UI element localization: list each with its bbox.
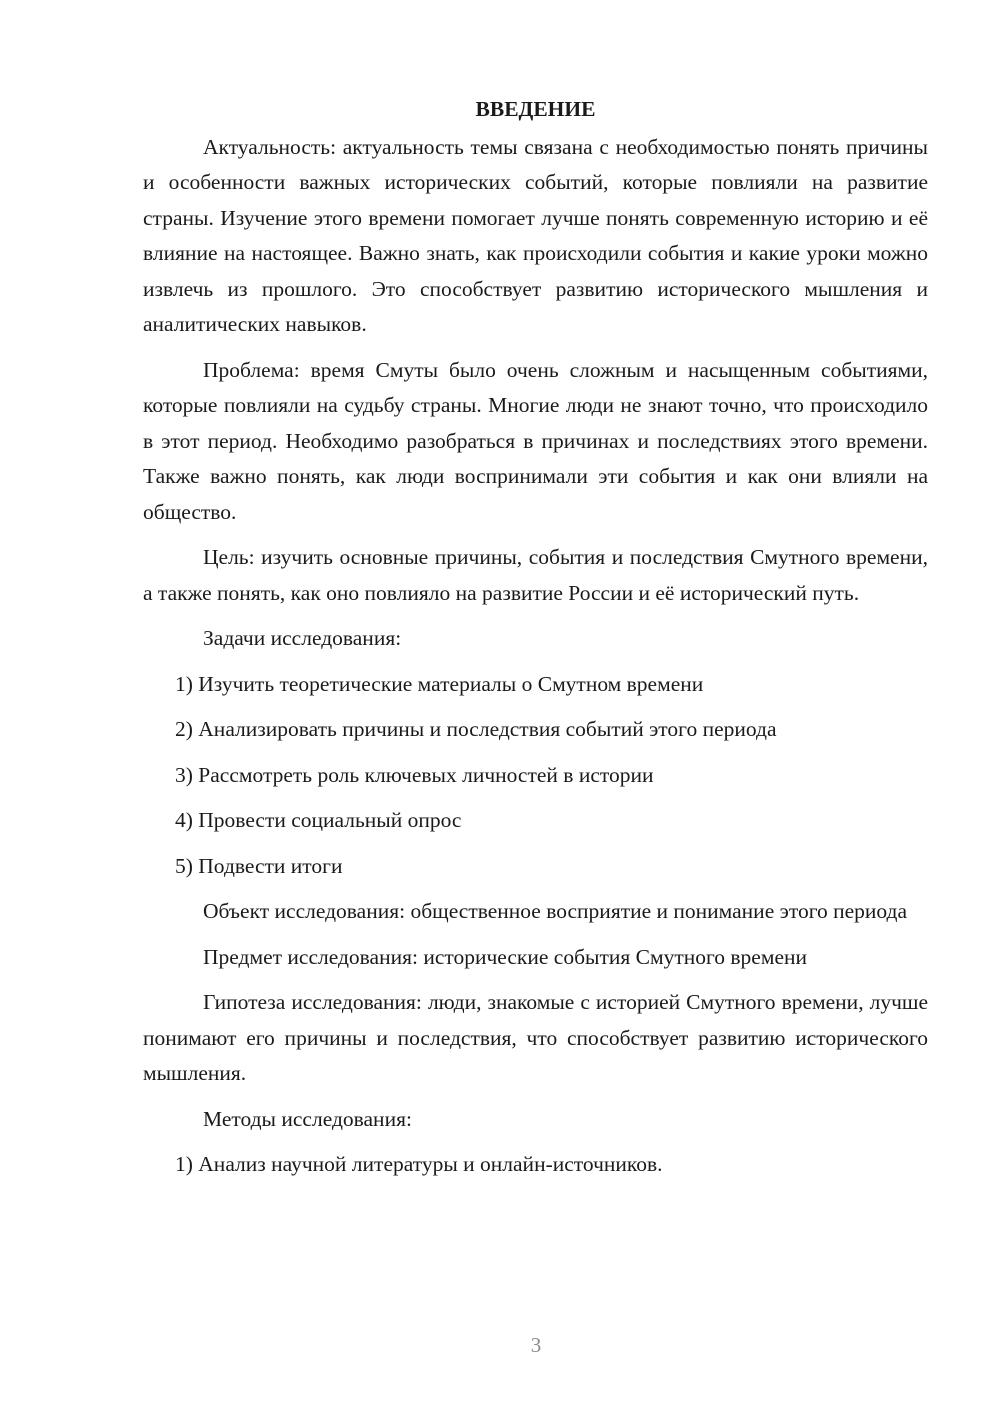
methods-heading: Методы исследования: xyxy=(203,1106,412,1131)
task-item-1: 1) Изучить теоретические материалы о Смутном времени xyxy=(175,671,704,696)
paragraph-hypothesis: Гипотеза исследования: люди, знакомые с историей Смутного времени, лучше понимают его причины и последствия, что способствует развитию исторического мышления. xyxy=(143,990,928,1085)
task-item-3: 3) Рассмотреть роль ключевых личностей в истории xyxy=(175,762,654,787)
paragraph-subject: Предмет исследования: исторические события Смутного времени xyxy=(203,944,807,969)
paragraph-object: Объект исследования: общественное восприятие и понимание этого периода xyxy=(203,899,908,923)
method-item-1: 1) Анализ научной литературы и онлайн-источников. xyxy=(175,1152,663,1176)
paragraph-goal: Цель: изучить основные причины, события и последствия Смутного времени, а также понять, как оно повлияло на развитие России и её исторический путь. xyxy=(143,545,928,605)
page-content xyxy=(143,92,928,1193)
section-title: ВВЕДЕНИЕ xyxy=(475,97,596,121)
paragraph-problem: Проблема: время Смуты было очень сложным и насыщенным событиями, которые повлияли на судьбу страны. Многие люди не знают точно, что происходило в этот период. Необходимо разобраться в причинах и последствиях этого времени. Также важно понять, как люди воспринимали эти события и как они влияли на общество. xyxy=(143,357,928,524)
tasks-heading: Задачи исследования: xyxy=(203,626,402,650)
task-item-2: 2) Анализировать причины и последствия событий этого периода xyxy=(175,717,777,741)
task-item-5: 5) Подвести итоги xyxy=(175,853,343,878)
task-item-4: 4) Провести социальный опрос xyxy=(175,808,462,832)
paragraph-relevance: Актуальность: актуальность темы связана с необходимостью понять причины и особенности важных исторических событий, которые повлияли на развитие страны. Изучение этого времени помогает лучше понять современную историю и её влияние на настоящее. Важно знать, как происходили события и какие уроки можно извлечь из прошлого. Это способствует развитию исторического мышления и аналитических навыков. xyxy=(143,134,928,336)
page-number: 3 xyxy=(530,1333,542,1357)
